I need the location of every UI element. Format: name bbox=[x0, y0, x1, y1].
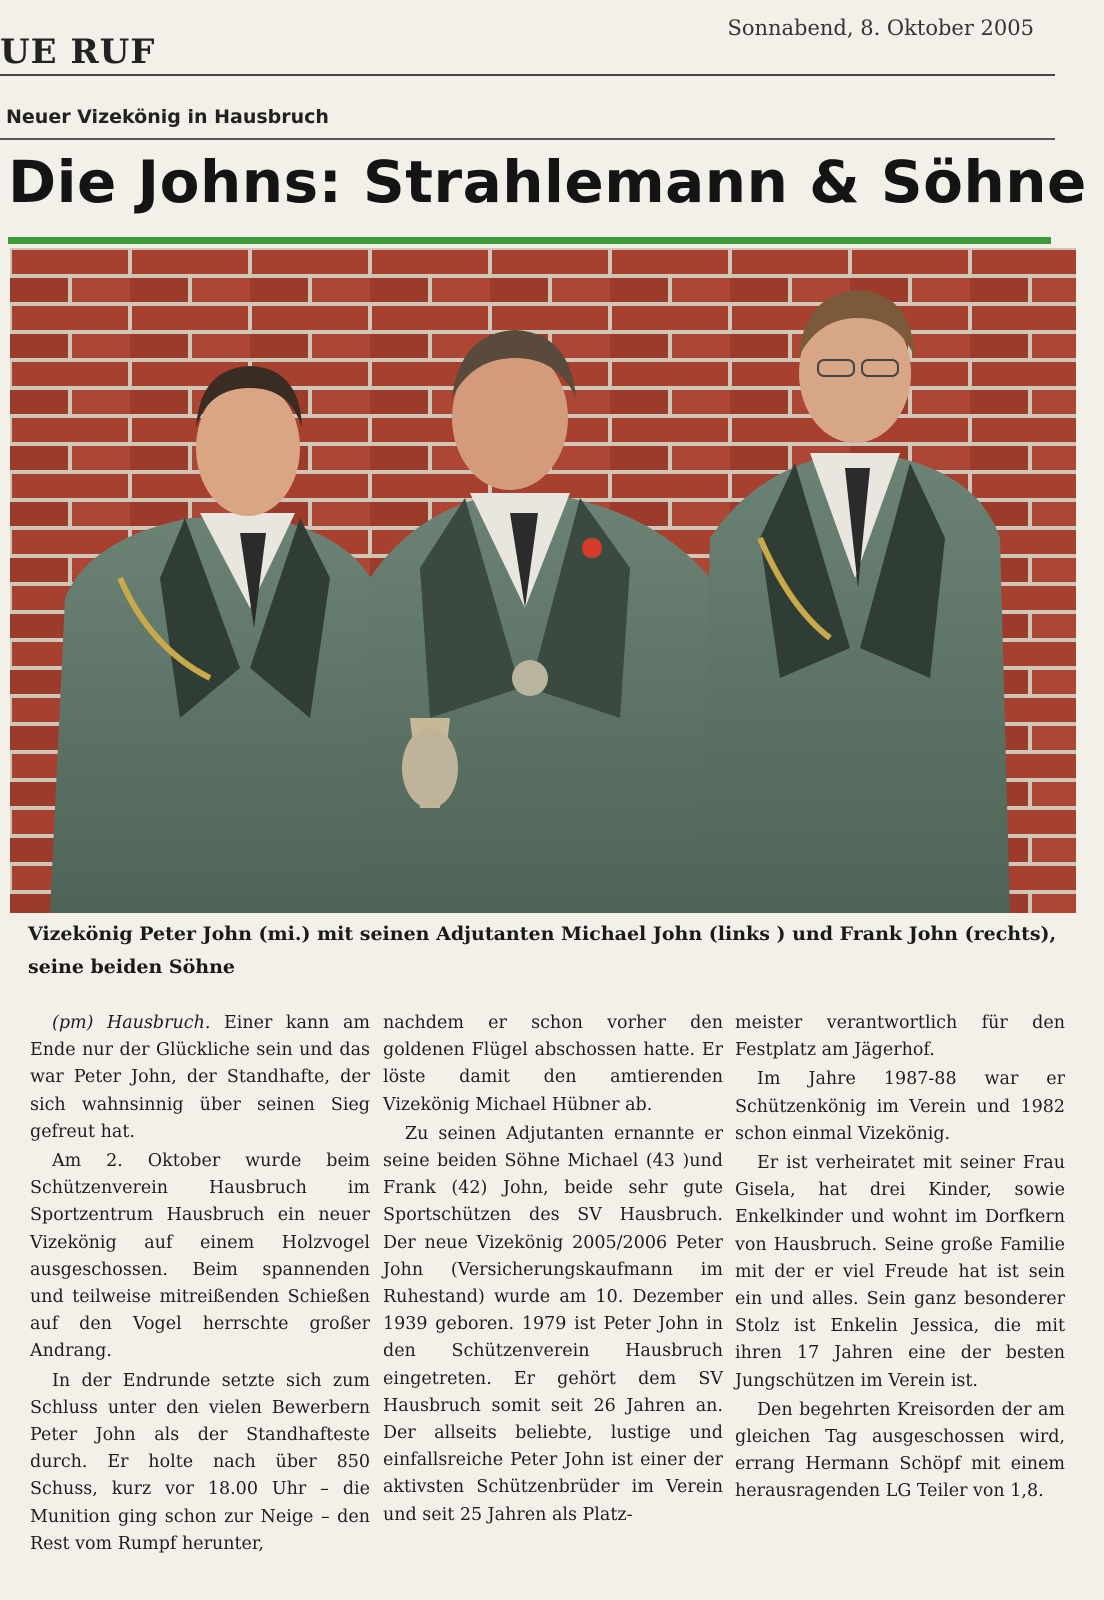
photo-caption: Vizekönig Peter John (mi.) mit seinen Adjutanten Michael John (links ) und Frank John (rechts), seine beiden Söhne bbox=[28, 923, 1057, 978]
byline: (pm) Hausbruch. bbox=[52, 1013, 211, 1033]
paragraph-text: Einer kann am Ende nur der Glückliche sein und das war Peter John, der Standhafte, der sich wahnsinnig über seinen Sieg gefreut hat. bbox=[30, 1013, 370, 1142]
masthead-name: UE RUF bbox=[0, 32, 156, 72]
issue-date: Sonnabend, 8. Oktober 2005 bbox=[727, 16, 1034, 40]
headline-accent-rule bbox=[8, 237, 1051, 244]
article-photo bbox=[10, 248, 1076, 913]
paragraph: Er ist verheiratet mit seiner Frau Gisela, hat drei Kinder, sowie Enkelkinder und wohnt im Dorfkern von Hausbruch. Seine große Familie mit der er viel Freude hat ist sein ein und alles. Sein ganz besonderer Stolz ist Enkelin Jessica, die mit ihren 17 Jahren eine der besten Jungschützen im Verein ist. bbox=[735, 1153, 1065, 1391]
masthead-rule bbox=[0, 74, 1055, 76]
article-column-1 bbox=[30, 1010, 370, 1558]
paragraph: Zu seinen Adjutanten ernannte er seine beiden Söhne Michael (43 )und Frank (42) John, beide sehr gute Sportschützen des SV Hausbruch. Der neue Vizekönig 2005/2006 Peter John (Versicherungskaufmann im Ruhestand) wurde am 10. Dezember 1939 geboren. 1979 ist Peter John in den Schützenverein Hausbruch eingetreten. Er gehört dem SV Hausbruch somit seit 26 Jahren an. Der allseits beliebte, lustige und einfallsreiche Peter John ist einer der aktivsten Schützenbrüder im Verein und seit 25 Jahren als Platz- bbox=[383, 1123, 723, 1525]
paragraph: Den begehrten Kreisorden der am gleichen Tag ausgeschossen wird, errang Hermann Schöpf mit einem herausragenden LG Teiler von 1,8. bbox=[735, 1399, 1065, 1502]
paragraph bbox=[30, 1010, 370, 1146]
paragraph: Am 2. Oktober wurde beim Schützenverein Hausbruch im Sportzentrum Hausbruch ein neuer Vizekönig auf einem Holzvogel ausgeschossen. Beim spannenden und teilweise mitreißenden Schießen auf den Vogel herrschte großer Andrang. bbox=[30, 1151, 370, 1362]
article-column-2 bbox=[383, 1010, 723, 1529]
paragraph: nachdem er schon vorher den goldenen Flügel abschossen hatte. Er löste damit den amtierenden Vizekönig Michael Hübner ab. bbox=[383, 1013, 723, 1115]
article-headline: Die Johns: Strahlemann & Söhne bbox=[8, 148, 1087, 216]
paragraph: meister verantwortlich für den Festplatz am Jägerhof. bbox=[735, 1013, 1065, 1061]
paragraph: In der Endrunde setzte sich zum Schluss unter den vielen Bewerbern Peter John als der Standhafteste durch. Er holte nach über 850 Schuss, kurz vor 18.00 Uhr – die Munition ging schon zur Neige – den Rest vom Rumpf herunter, bbox=[30, 1370, 370, 1554]
kicker-rule bbox=[0, 138, 1055, 140]
paragraph: Im Jahre 1987-88 war er Schützenkönig im Verein und 1982 schon einmal Vizekönig. bbox=[735, 1069, 1065, 1144]
article-column-3 bbox=[735, 1010, 1065, 1506]
article-kicker: Neuer Vizekönig in Hausbruch bbox=[6, 106, 329, 128]
